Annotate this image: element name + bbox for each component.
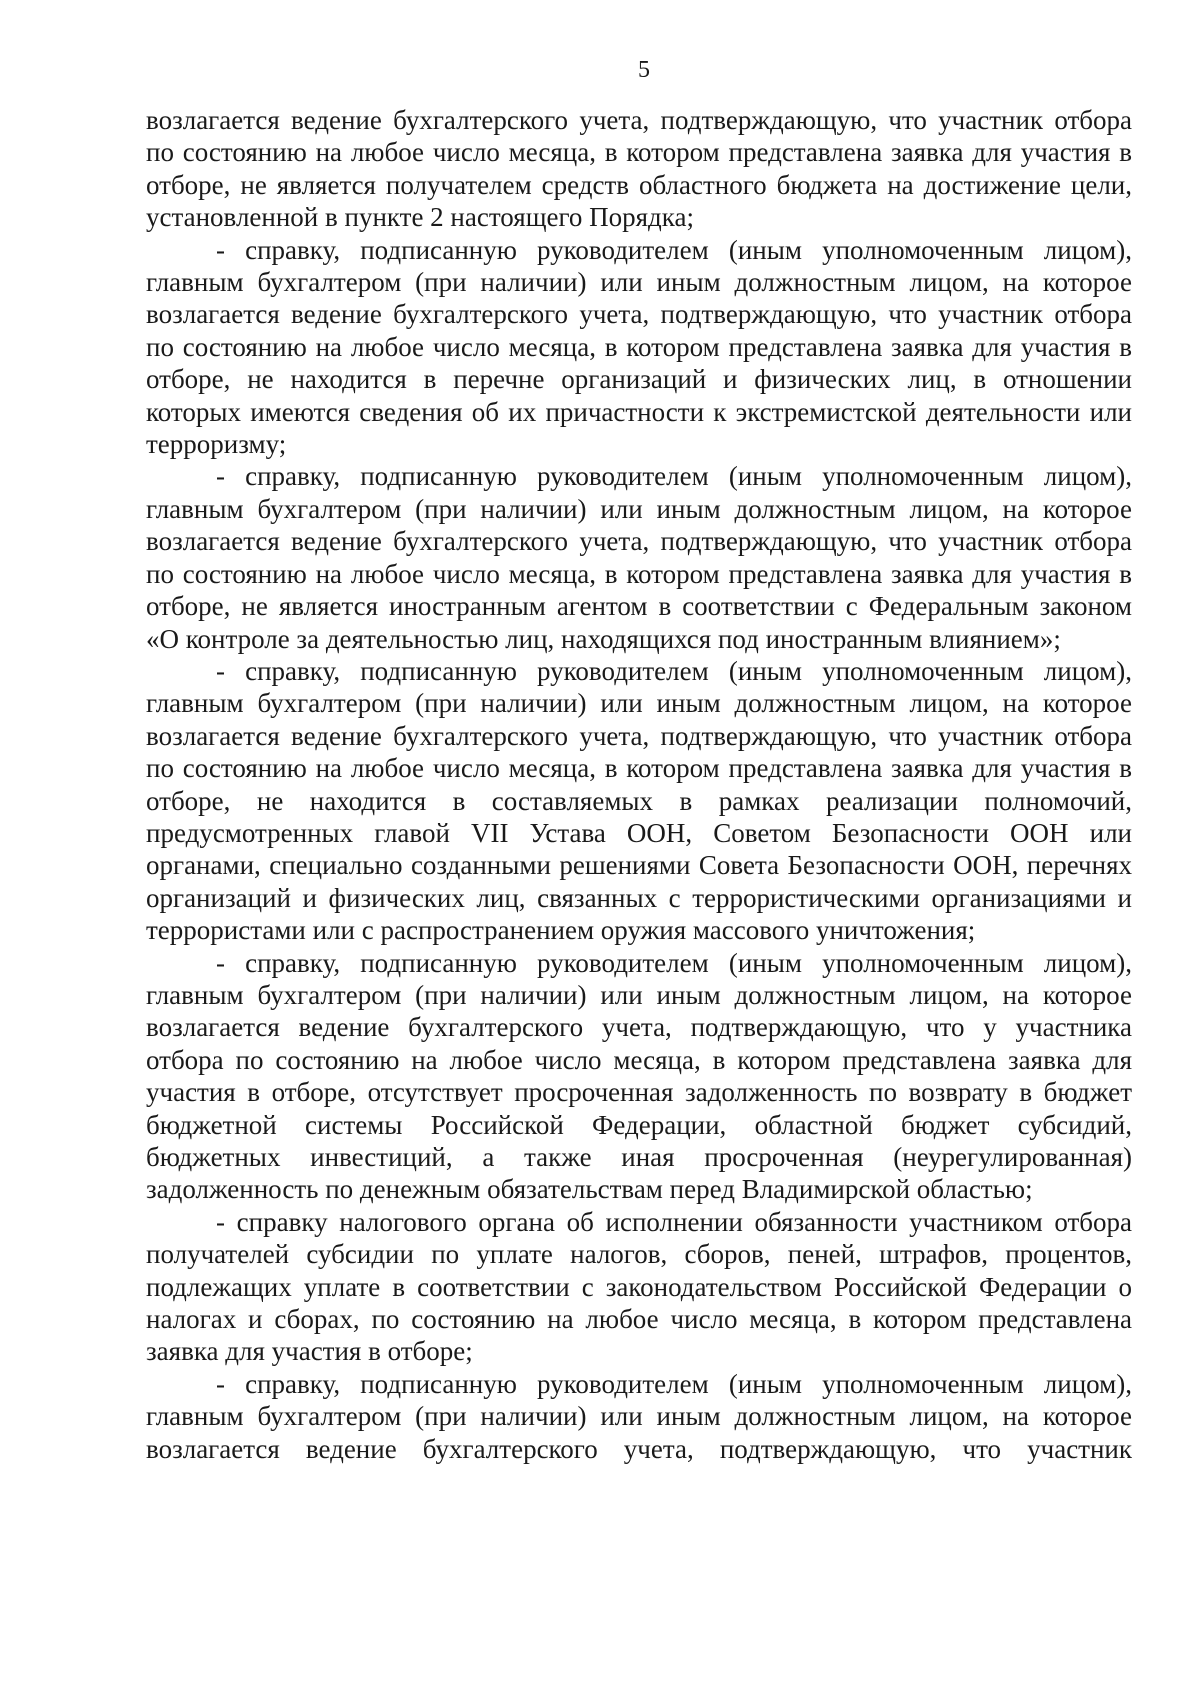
- paragraph-overdue-debt-certificate: - справку, подписанную руководителем (иным уполномоченным лицом), главным бухгалтером (при наличии) или иным должностным лицом, на которое возлагается ведение бухгалтерского учета, подтверждающую, что у участника отбора по состоянию на любое число месяца, в котором представлена заявка для участия в отборе, отсутствует просроченная задолженность по возврату в бюджет бюджетной системы Российской Федерации, областной бюджет субсидий, бюджетных инвестиций, а также иная просроченная (неурегулированная) задолженность по денежным обязательствам перед Владимирской областью;: [146, 947, 1132, 1205]
- page-number: 5: [638, 57, 650, 83]
- document-body: [146, 104, 1132, 1465]
- paragraph-continuation: возлагается ведение бухгалтерского учета, подтверждающую, что участник отбора по состоянию на любое число месяца, в котором представлена заявка для участия в отборе, не является получателем средств областного бюджета на достижение цели, установленной в пункте 2 настоящего Порядка;: [146, 105, 1132, 233]
- paragraph-un-sanctions-certificate: - справку, подписанную руководителем (иным уполномоченным лицом), главным бухгалтером (при наличии) или иным должностным лицом, на которое возлагается ведение бухгалтерского учета, подтверждающую, что участник отбора по состоянию на любое число месяца, в котором представлена заявка для участия в отборе, не находится в составляемых в рамках реализации полномочий, предусмотренных главой VII Устава ООН, Советом Безопасности ООН или органами, специально созданными решениями Совета Безопасности ООН, перечнях организаций и физических лиц, связанных с террористическими организациями и террористами или с распространением оружия массового уничтожения;: [146, 655, 1132, 946]
- paragraph-final-certificate: - справку, подписанную руководителем (иным уполномоченным лицом), главным бухгалтером (при наличии) или иным должностным лицом, на которое возлагается ведение бухгалтерского учета, подтверждающую, что участник: [146, 1368, 1132, 1464]
- paragraph-tax-certificate: - справку налогового органа об исполнении обязанности участником отбора получателей субсидии по уплате налогов, сборов, пеней, штрафов, процентов, подлежащих уплате в соответствии с законодательством Российской Федерации о налогах и сборах, по состоянию на любое число месяца, в котором представлена заявка для участия в отборе;: [146, 1206, 1132, 1367]
- paragraph-extremism-certificate: - справку, подписанную руководителем (иным уполномоченным лицом), главным бухгалтером (при наличии) или иным должностным лицом, на которое возлагается ведение бухгалтерского учета, подтверждающую, что участник отбора по состоянию на любое число месяца, в котором представлена заявка для участия в отборе, не находится в перечне организаций и физических лиц, в отношении которых имеются сведения об их причастности к экстремистской деятельности или терроризму;: [146, 234, 1132, 460]
- paragraph-foreign-agent-certificate: - справку, подписанную руководителем (иным уполномоченным лицом), главным бухгалтером (при наличии) или иным должностным лицом, на которое возлагается ведение бухгалтерского учета, подтверждающую, что участник отбора по состоянию на любое число месяца, в котором представлена заявка для участия в отборе, не является иностранным агентом в соответствии с Федеральным законом «О контроле за деятельностью лиц, находящихся под иностранным влиянием»;: [146, 461, 1132, 654]
